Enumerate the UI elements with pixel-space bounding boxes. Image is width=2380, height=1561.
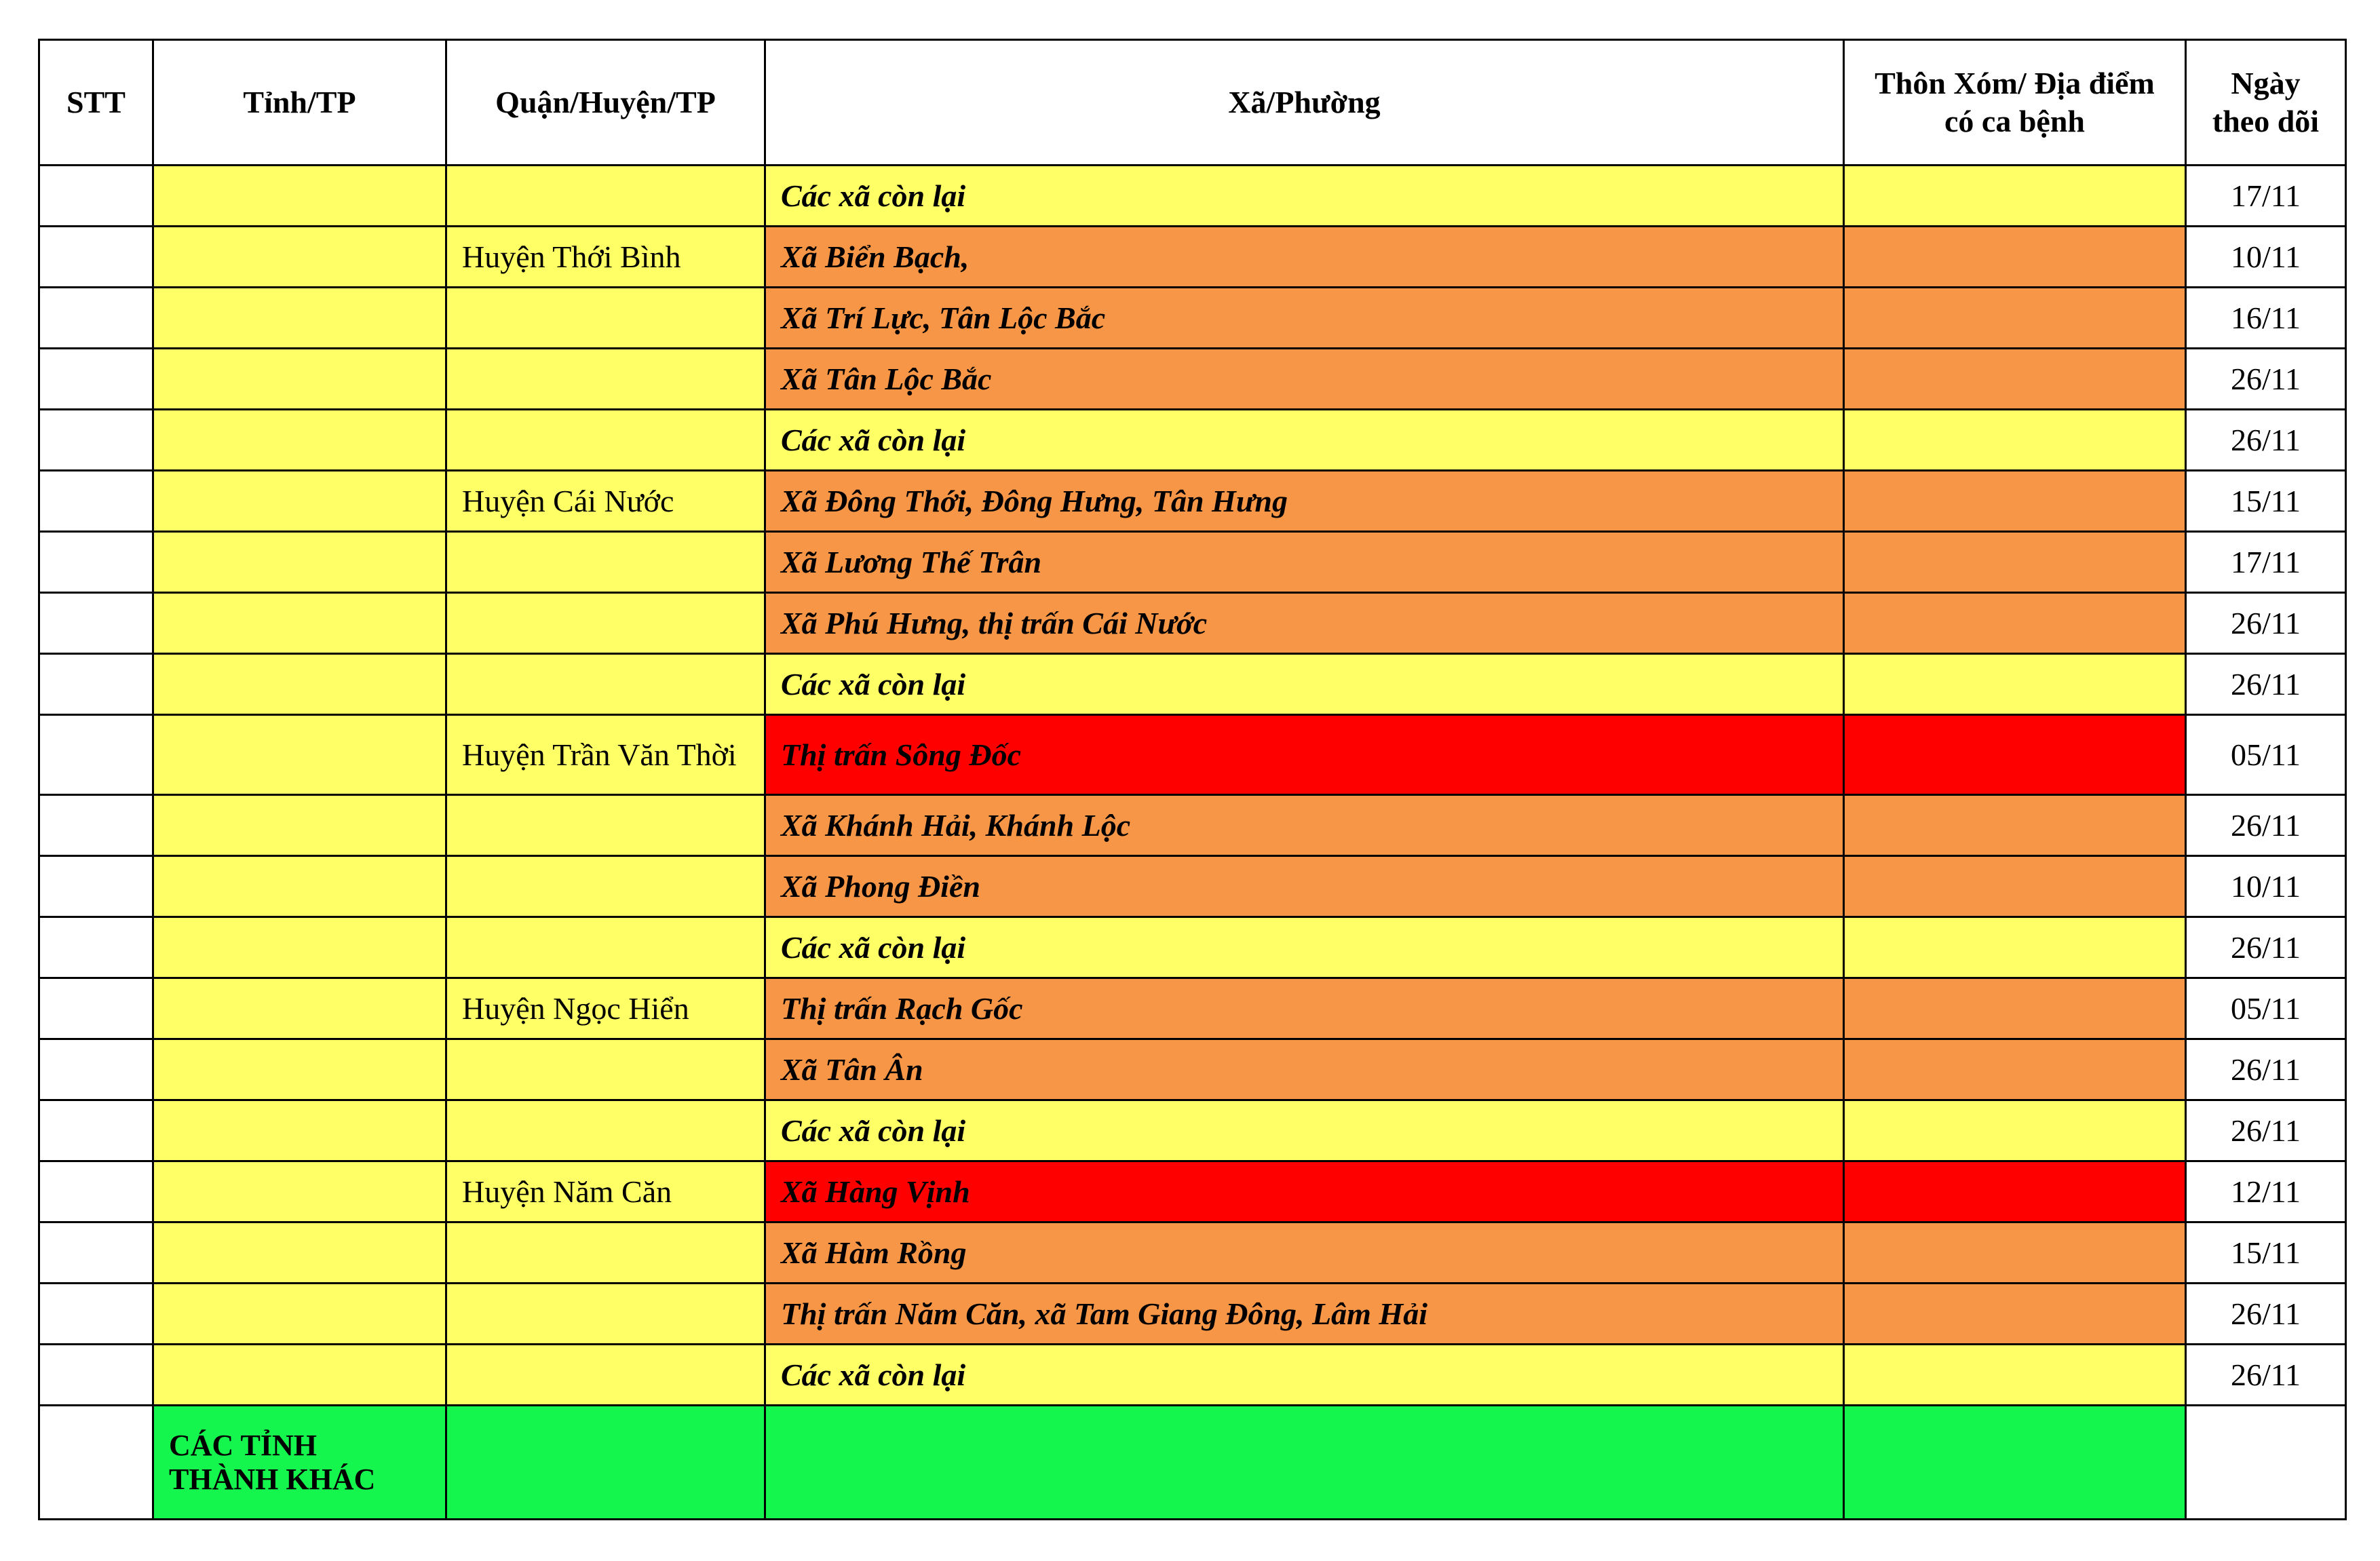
hamlet-cell bbox=[1844, 1039, 2186, 1100]
ward-cell: Các xã còn lại bbox=[765, 410, 1844, 471]
province-cell bbox=[153, 593, 446, 654]
date-cell: 26/11 bbox=[2186, 1345, 2346, 1406]
stt-cell bbox=[39, 917, 153, 978]
hamlet-cell bbox=[1844, 1161, 2186, 1222]
hamlet-cell bbox=[1844, 1100, 2186, 1161]
ward-cell: Xã Tân Lộc Bắc bbox=[765, 349, 1844, 410]
hamlet-cell bbox=[1844, 166, 2186, 227]
header-ward: Xã/Phường bbox=[765, 40, 1844, 166]
ward-cell: Xã Phong Điền bbox=[765, 856, 1844, 917]
header-stt: STT bbox=[39, 40, 153, 166]
ward-cell: Các xã còn lại bbox=[765, 166, 1844, 227]
stt-cell bbox=[39, 1161, 153, 1222]
date-cell: 17/11 bbox=[2186, 166, 2346, 227]
stt-cell bbox=[39, 1284, 153, 1345]
province-cell bbox=[153, 856, 446, 917]
province-cell bbox=[153, 978, 446, 1039]
date-cell: 05/11 bbox=[2186, 978, 2346, 1039]
province-cell bbox=[153, 532, 446, 593]
table-row bbox=[39, 532, 2346, 593]
date-cell: 26/11 bbox=[2186, 349, 2346, 410]
ward-cell: Thị trấn Năm Căn, xã Tam Giang Đông, Lâm Hải bbox=[765, 1284, 1844, 1345]
district-cell bbox=[446, 1345, 765, 1406]
hamlet-cell bbox=[1844, 1284, 2186, 1345]
stt-cell bbox=[39, 227, 153, 288]
hamlet-cell bbox=[1844, 410, 2186, 471]
district-cell bbox=[446, 1284, 765, 1345]
table-row bbox=[39, 288, 2346, 349]
date-cell bbox=[2186, 1406, 2346, 1520]
date-cell: 26/11 bbox=[2186, 593, 2346, 654]
date-cell: 26/11 bbox=[2186, 795, 2346, 856]
district-cell bbox=[446, 593, 765, 654]
district-cell bbox=[446, 795, 765, 856]
province-cell bbox=[153, 715, 446, 795]
table-row bbox=[39, 471, 2346, 532]
ward-cell: Xã Đông Thới, Đông Hưng, Tân Hưng bbox=[765, 471, 1844, 532]
ward-cell: Xã Khánh Hải, Khánh Lộc bbox=[765, 795, 1844, 856]
date-cell: 26/11 bbox=[2186, 410, 2346, 471]
header-date: Ngày theo dõi bbox=[2186, 40, 2346, 166]
province-cell bbox=[153, 917, 446, 978]
hamlet-cell bbox=[1844, 654, 2186, 715]
province-cell bbox=[153, 654, 446, 715]
district-cell bbox=[446, 166, 765, 227]
stt-cell bbox=[39, 288, 153, 349]
hamlet-cell bbox=[1844, 715, 2186, 795]
stt-cell bbox=[39, 715, 153, 795]
province-cell bbox=[153, 795, 446, 856]
date-cell: 17/11 bbox=[2186, 532, 2346, 593]
table-row bbox=[39, 349, 2346, 410]
header-district: Quận/Huyện/TP bbox=[446, 40, 765, 166]
ward-cell: Xã Biển Bạch, bbox=[765, 227, 1844, 288]
province-line-1: CÁC TỈNH bbox=[169, 1428, 318, 1462]
ward-cell: Các xã còn lại bbox=[765, 1100, 1844, 1161]
hamlet-cell bbox=[1844, 917, 2186, 978]
district-cell bbox=[446, 654, 765, 715]
province-cell-other bbox=[153, 1406, 446, 1520]
stt-cell bbox=[39, 978, 153, 1039]
date-cell: 10/11 bbox=[2186, 856, 2346, 917]
date-cell: 26/11 bbox=[2186, 1039, 2346, 1100]
hamlet-cell bbox=[1844, 1406, 2186, 1520]
province-cell bbox=[153, 1039, 446, 1100]
stt-cell bbox=[39, 1039, 153, 1100]
table-row bbox=[39, 166, 2346, 227]
table-row-other-provinces bbox=[39, 1406, 2346, 1520]
stt-cell bbox=[39, 471, 153, 532]
table-row bbox=[39, 593, 2346, 654]
district-cell bbox=[446, 410, 765, 471]
stt-cell bbox=[39, 349, 153, 410]
province-cell bbox=[153, 410, 446, 471]
ward-cell: Các xã còn lại bbox=[765, 1345, 1844, 1406]
province-cell bbox=[153, 227, 446, 288]
hamlet-cell bbox=[1844, 1222, 2186, 1284]
stt-cell bbox=[39, 1222, 153, 1284]
date-cell: 26/11 bbox=[2186, 1100, 2346, 1161]
date-cell: 15/11 bbox=[2186, 1222, 2346, 1284]
ward-cell: Thị trấn Rạch Gốc bbox=[765, 978, 1844, 1039]
district-cell bbox=[446, 532, 765, 593]
stt-cell bbox=[39, 1406, 153, 1520]
hamlet-cell bbox=[1844, 288, 2186, 349]
district-cell: Huyện Năm Căn bbox=[446, 1161, 765, 1222]
district-cell: Huyện Thới Bình bbox=[446, 227, 765, 288]
district-cell bbox=[446, 917, 765, 978]
province-cell bbox=[153, 288, 446, 349]
district-cell bbox=[446, 1406, 765, 1520]
date-cell: 16/11 bbox=[2186, 288, 2346, 349]
table-row bbox=[39, 1345, 2346, 1406]
province-cell bbox=[153, 1345, 446, 1406]
stt-cell bbox=[39, 166, 153, 227]
hamlet-cell bbox=[1844, 1345, 2186, 1406]
hamlet-cell bbox=[1844, 532, 2186, 593]
province-cell bbox=[153, 349, 446, 410]
stt-cell bbox=[39, 593, 153, 654]
hamlet-cell bbox=[1844, 795, 2186, 856]
table-row bbox=[39, 715, 2346, 795]
district-cell bbox=[446, 288, 765, 349]
table-row bbox=[39, 1100, 2346, 1161]
table-row bbox=[39, 795, 2346, 856]
district-cell: Huyện Trần Văn Thời bbox=[446, 715, 765, 795]
ward-cell: Thị trấn Sông Đốc bbox=[765, 715, 1844, 795]
district-cell bbox=[446, 349, 765, 410]
date-cell: 05/11 bbox=[2186, 715, 2346, 795]
district-cell bbox=[446, 1039, 765, 1100]
district-cell: Huyện Ngọc Hiển bbox=[446, 978, 765, 1039]
province-cell bbox=[153, 166, 446, 227]
province-cell bbox=[153, 1100, 446, 1161]
province-line-2: THÀNH KHÁC bbox=[169, 1462, 376, 1496]
date-cell: 26/11 bbox=[2186, 654, 2346, 715]
table-row bbox=[39, 410, 2346, 471]
district-cell bbox=[446, 1100, 765, 1161]
header-row bbox=[39, 40, 2346, 166]
date-cell: 26/11 bbox=[2186, 1284, 2346, 1345]
table-row bbox=[39, 1039, 2346, 1100]
ward-cell: Các xã còn lại bbox=[765, 654, 1844, 715]
table-row bbox=[39, 654, 2346, 715]
date-cell: 12/11 bbox=[2186, 1161, 2346, 1222]
province-cell bbox=[153, 1222, 446, 1284]
hamlet-cell bbox=[1844, 227, 2186, 288]
ward-cell: Xã Trí Lực, Tân Lộc Bắc bbox=[765, 288, 1844, 349]
stt-cell bbox=[39, 856, 153, 917]
table-row bbox=[39, 1284, 2346, 1345]
ward-cell: Xã Phú Hưng, thị trấn Cái Nước bbox=[765, 593, 1844, 654]
table-body bbox=[39, 166, 2346, 1520]
ward-cell: Xã Lương Thế Trân bbox=[765, 532, 1844, 593]
district-cell: Huyện Cái Nước bbox=[446, 471, 765, 532]
stt-cell bbox=[39, 654, 153, 715]
ward-cell: Xã Hàm Rồng bbox=[765, 1222, 1844, 1284]
date-cell: 10/11 bbox=[2186, 227, 2346, 288]
table-row bbox=[39, 978, 2346, 1039]
district-cell bbox=[446, 1222, 765, 1284]
date-cell: 26/11 bbox=[2186, 917, 2346, 978]
hamlet-cell bbox=[1844, 471, 2186, 532]
district-cell bbox=[446, 856, 765, 917]
table-row bbox=[39, 227, 2346, 288]
province-cell bbox=[153, 1284, 446, 1345]
table-row bbox=[39, 1222, 2346, 1284]
ward-cell: Xã Tân Ân bbox=[765, 1039, 1844, 1100]
header-province: Tỉnh/TP bbox=[153, 40, 446, 166]
table-row bbox=[39, 1161, 2346, 1222]
hamlet-cell bbox=[1844, 856, 2186, 917]
stt-cell bbox=[39, 1100, 153, 1161]
ward-cell: Xã Hàng Vịnh bbox=[765, 1161, 1844, 1222]
province-cell bbox=[153, 471, 446, 532]
table-row bbox=[39, 917, 2346, 978]
date-cell: 15/11 bbox=[2186, 471, 2346, 532]
hamlet-cell bbox=[1844, 978, 2186, 1039]
stt-cell bbox=[39, 532, 153, 593]
hamlet-cell bbox=[1844, 593, 2186, 654]
province-cell bbox=[153, 1161, 446, 1222]
hamlet-cell bbox=[1844, 349, 2186, 410]
covid-risk-level-table bbox=[38, 39, 2347, 1520]
ward-cell bbox=[765, 1406, 1844, 1520]
stt-cell bbox=[39, 795, 153, 856]
stt-cell bbox=[39, 1345, 153, 1406]
table-row bbox=[39, 856, 2346, 917]
header-hamlet: Thôn Xóm/ Địa điểm có ca bệnh bbox=[1844, 40, 2186, 166]
stt-cell bbox=[39, 410, 153, 471]
ward-cell: Các xã còn lại bbox=[765, 917, 1844, 978]
